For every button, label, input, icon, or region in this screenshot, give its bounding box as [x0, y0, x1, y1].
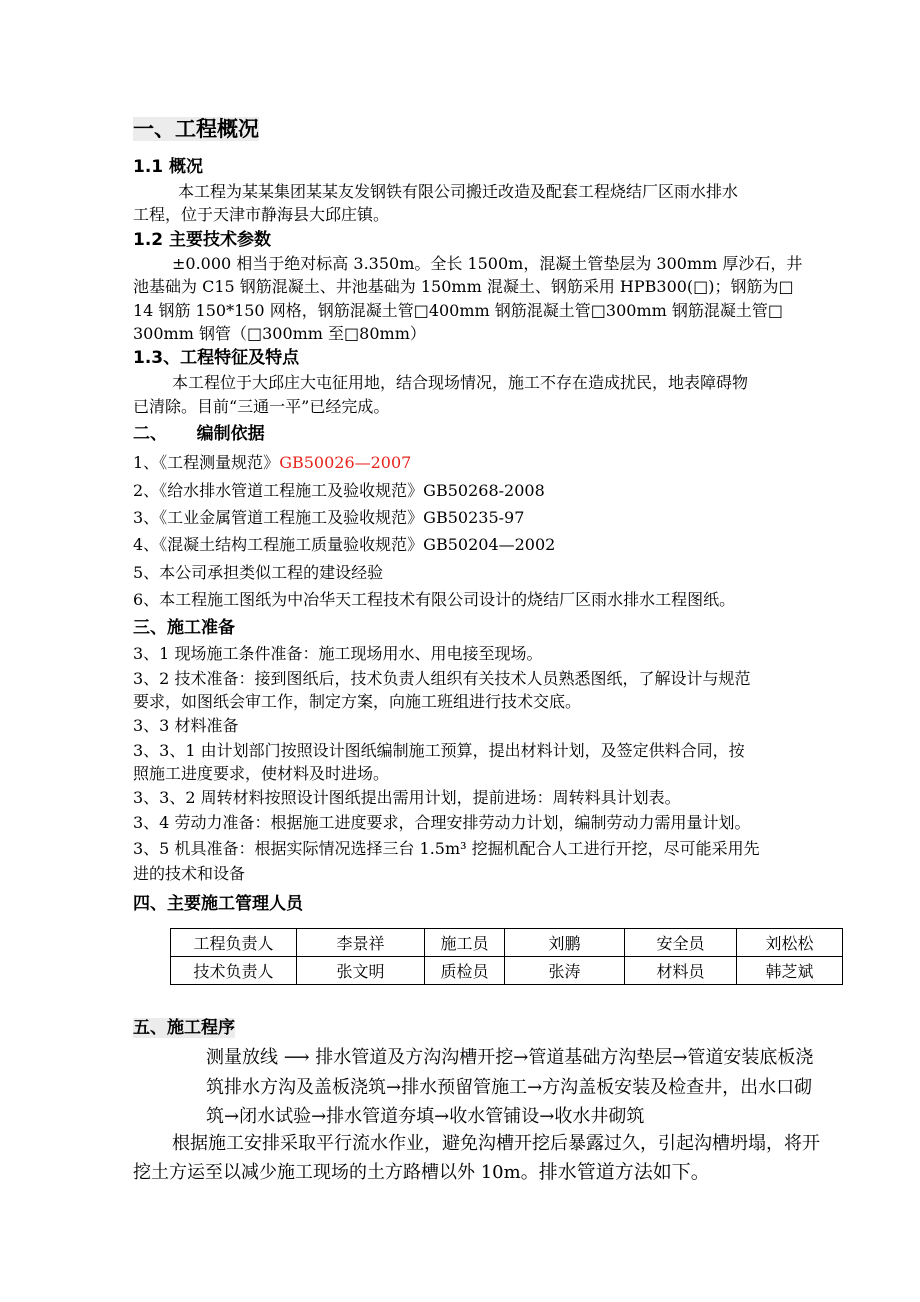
paragraph-line: 本工程为某某集团某某友发钢铁有限公司搬迁改造及配套工程烧结厂区雨水排水 — [178, 182, 739, 201]
section-4-title: 四、主要施工管理人员 — [133, 894, 303, 914]
paragraph-line: 本工程位于大邱庄大屯征用地，结合现场情况，施工不存在造成扰民，地表障碍物 — [172, 373, 749, 392]
paragraph-line: 300mm 钢管（□300mm 至□80mm） — [133, 324, 426, 343]
flow-line: 筑排水方沟及盖板浇筑→排水预留管施工→方沟盖板安装及检查井，出水口砌 — [206, 1077, 813, 1098]
reference-item: 2、《给水排水管道工程施工及验收规范》GB50268-2008 — [133, 481, 545, 500]
table-cell: 张涛 — [505, 957, 625, 985]
section-1-3-title: 1.3、工程特征及特点 — [133, 348, 300, 368]
flow-line: 测量放线 ⟶ 排水管道及方沟沟槽开挖→管道基础方沟垫层→管道安装底板浇 — [206, 1047, 814, 1068]
paragraph-line: 池基础为 C15 钢筋混凝土、井池基础为 150mm 混凝土、钢筋采用 HPB300(□)；钢筋为□ — [133, 277, 794, 296]
reference-item: 5、本公司承担类似工程的建设经验 — [133, 563, 384, 582]
table-cell: 张文明 — [297, 957, 425, 985]
table-cell: 技术负责人 — [171, 957, 297, 985]
reference-item: 6、本工程施工图纸为中冶华天工程技术有限公司设计的烧结厂区雨水排水工程图纸。 — [133, 590, 736, 609]
table-cell: 质检员 — [425, 957, 505, 985]
paragraph-line: 3、3、2 周转材料按照设计图纸提出需用计划，提前进场：周转料具计划表。 — [133, 788, 681, 807]
paragraph-line: 工程，位于天津市静海县大邱庄镇。 — [133, 205, 390, 224]
table-cell: 安全员 — [625, 929, 737, 957]
flow-line: 筑→闭水试验→排水管道夯填→收水管铺设→收水井砌筑 — [206, 1106, 645, 1127]
section-5-title — [133, 1017, 235, 1039]
reference-item: 4、《混凝土结构工程施工质量验收规范》GB50204—2002 — [133, 535, 556, 554]
paragraph-line: 3、5 机具准备：根据实际情况选择三台 1.5m³ 挖掘机配合人工进行开挖，尽可能采用先 — [133, 839, 760, 858]
section-1-title — [133, 118, 259, 140]
table-cell: 刘鹏 — [505, 929, 625, 957]
table-cell: 刘松松 — [737, 929, 843, 957]
paragraph-line: 3、3 材料准备 — [133, 716, 239, 735]
table-cell: 工程负责人 — [171, 929, 297, 957]
section-5-title-text: 五、施工程序 — [133, 1018, 235, 1038]
paragraph-line: 3、3、1 由计划部门按照设计图纸编制施工预算，提出材料计划，及签定供料合同，按 — [133, 741, 745, 760]
section-3-title: 三、施工准备 — [133, 618, 235, 638]
reference-code-highlight: GB50026—2007 — [279, 453, 412, 472]
table-cell: 材料员 — [625, 957, 737, 985]
paragraph-line: 3、1 现场施工条件准备：施工现场用水、用电接至现场。 — [133, 644, 543, 663]
section-1-title-text: 一、工程概况 — [133, 117, 259, 141]
section-1-2-title: 1.2 主要技术参数 — [133, 230, 272, 250]
paragraph-line: 根据施工安排采取平行流水作业，避免沟槽开挖后暴露过久，引起沟槽坍塌，将开 — [172, 1133, 820, 1154]
paragraph-line: 要求，如图纸会审工作，制定方案，向施工班组进行技术交底。 — [133, 692, 582, 711]
paragraph-tail: 排水管道方法如下。 — [538, 1161, 710, 1183]
paragraph-line: 3、2 技术准备：接到图纸后，技术负责人组织有关技术人员熟悉图纸，了解设计与规范 — [133, 669, 751, 688]
reference-item: 3、《工业金属管道工程施工及验收规范》GB50235-97 — [133, 508, 525, 527]
staff-table — [170, 928, 843, 985]
paragraph-line: ±0.000 相当于绝对标高 3.350m。全长 1500m，混凝土管垫层为 300mm 厚沙石，井 — [172, 254, 803, 273]
paragraph-line: 3、4 劳动力准备：根据施工进度要求，合理安排劳动力计划，编制劳动力需用量计划。 — [133, 813, 751, 832]
paragraph-text: 挖土方运至以减少施工现场的土方路槽以外 10m。 — [133, 1162, 539, 1183]
table-cell: 李景祥 — [297, 929, 425, 957]
paragraph-line: 进的技术和设备 — [133, 864, 246, 883]
reference-item-label: 1、《工程测量规范》 — [133, 453, 280, 472]
paragraph-line: 照施工进度要求，使材料及时进场。 — [133, 764, 390, 783]
paragraph-line: 14 钢筋 150*150 网格，钢筋混凝土管□400mm 钢筋混凝土管□300mm 钢筋混凝土管□ — [133, 301, 783, 320]
table-cell: 韩芝斌 — [737, 957, 843, 985]
table-row — [171, 957, 843, 985]
paragraph-line: 已清除。目前“三通一平”已经完成。 — [133, 397, 390, 416]
section-1-1-title: 1.1 概况 — [133, 157, 204, 177]
paragraph-line — [133, 1159, 710, 1186]
table-row — [171, 929, 843, 957]
section-2-title: 二、 编制依据 — [133, 424, 265, 444]
reference-item — [133, 452, 411, 474]
table-cell: 施工员 — [425, 929, 505, 957]
